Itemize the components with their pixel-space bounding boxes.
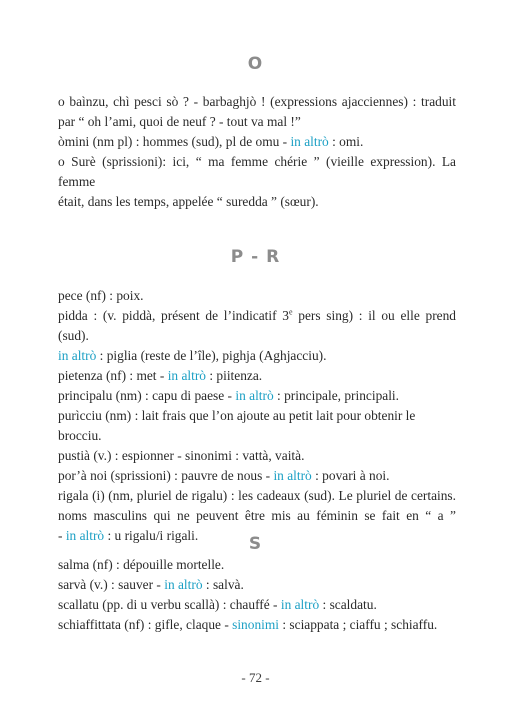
section-heading-o: O [247, 54, 264, 74]
dictionary-entry [58, 386, 456, 406]
section-heading-p-r: P - R [230, 247, 281, 267]
dictionary-entry [58, 555, 456, 575]
entry-text: pietenza (nf) : met - [58, 368, 168, 383]
entry-line [58, 112, 456, 132]
entry-text: : sciappata ; ciaffu ; schiaffu. [279, 617, 438, 632]
entry-text: pustià (v.) : espionner - sinonimi : vattà, vaità. [58, 448, 305, 463]
section-o-entries [58, 92, 456, 212]
cross-reference-label: in altrò [273, 468, 312, 483]
entry-line [58, 446, 456, 466]
entry-text: pece (nf) : poix. [58, 288, 144, 303]
dictionary-entry [58, 92, 456, 132]
entry-line [58, 595, 456, 615]
superscript-text: e [288, 307, 293, 317]
cross-reference-label: in altrò [290, 134, 329, 149]
dictionary-entry [58, 152, 456, 212]
section-heading-s: S [248, 534, 263, 554]
entry-line [58, 615, 456, 635]
entry-line [58, 286, 456, 306]
dictionary-entry [58, 575, 456, 595]
entry-text: pers sing) : il ou elle prend (sud). [58, 308, 456, 343]
entry-text: sarvà (v.) : sauver - [58, 577, 165, 592]
cross-reference-label: sinonimi [232, 617, 279, 632]
entry-line [58, 406, 456, 446]
entry-line [58, 306, 456, 346]
entry-text: : u rigalu/i rigali. [104, 528, 199, 543]
cross-reference-label: in altrò [65, 528, 105, 543]
entry-text: était, dans les temps, appelée “ suredda ” (sœur). [58, 194, 319, 209]
entry-text: rigala (i) (nm, pluriel de rigalu) : les cadeaux (sud). Le pluriel de certains. [58, 488, 456, 503]
entry-line [58, 386, 456, 406]
entry-text: : salvà. [202, 577, 244, 592]
cross-reference-label: in altrò [58, 348, 97, 363]
entry-text: principalu (nm) : capu di paese - [58, 388, 236, 403]
dictionary-entry [58, 306, 456, 366]
entry-text: : principale, principali. [273, 388, 399, 403]
entry-text: pidda : (v. piddà, présent de l’indicatif 3 [58, 308, 289, 323]
entry-text: salma (nf) : dépouille mortelle. [58, 557, 225, 572]
entry-line [58, 575, 456, 595]
page-number: - 72 - [241, 670, 270, 685]
entry-text: purìcciu (nm) : lait frais que l’on ajoute au petit lait pour obtenir le brocciu. [58, 408, 416, 443]
entry-text: scallatu (pp. di u verbu scallà) : chauffé - [58, 597, 281, 612]
dictionary-entry [58, 446, 456, 466]
dictionary-entry [58, 615, 456, 635]
cross-reference-label: in altrò [280, 597, 320, 612]
entry-text: o baìnzu, chì pesci sò ? - barbaghjò ! (expressions ajacciennes) : traduit [58, 94, 456, 109]
entry-text: : omi. [328, 134, 364, 149]
dictionary-entry [58, 132, 456, 152]
entry-line [58, 555, 456, 575]
dictionary-entry [58, 595, 456, 615]
entry-line [58, 152, 456, 192]
section-s-entries [58, 555, 456, 635]
cross-reference-label: in altrò [235, 388, 274, 403]
entry-text: : piglia (reste de l’île), pighja (Aghjacciu). [96, 348, 327, 363]
entry-line [58, 366, 456, 386]
cross-reference-label: in altrò [164, 577, 203, 592]
dictionary-entry [58, 366, 456, 386]
entry-text: schiaffittata (nf) : gifle, claque - [58, 617, 233, 632]
section-p-r-entries [58, 286, 456, 546]
entry-line [58, 346, 456, 366]
entry-text: noms masculins qui ne peuvent être mis au féminin se fait en “ a ” [58, 508, 456, 523]
dictionary-entry [58, 286, 456, 306]
entry-text: por’à noi (sprissioni) : pauvre de nous - [58, 468, 274, 483]
dictionary-entry [58, 466, 456, 486]
entry-text: o Surè (sprissioni): ici, “ ma femme chérie ” (vieille expression). La femme [58, 154, 456, 189]
entry-text: : scaldatu. [319, 597, 377, 612]
entry-text: òmini (nm pl) : hommes (sud), pl de omu - [58, 134, 291, 149]
entry-line [58, 92, 456, 112]
dictionary-entry [58, 406, 456, 446]
entry-text: : piitenza. [206, 368, 263, 383]
entry-line [58, 132, 456, 152]
entry-text: - [58, 528, 66, 543]
entry-text: par “ oh l’ami, quoi de neuf ? - tout va mal !” [58, 114, 301, 129]
cross-reference-label: in altrò [167, 368, 206, 383]
entry-line [58, 486, 456, 506]
entry-text: : povari à noi. [311, 468, 390, 483]
entry-line [58, 466, 456, 486]
entry-line [58, 506, 456, 526]
entry-line [58, 192, 456, 212]
